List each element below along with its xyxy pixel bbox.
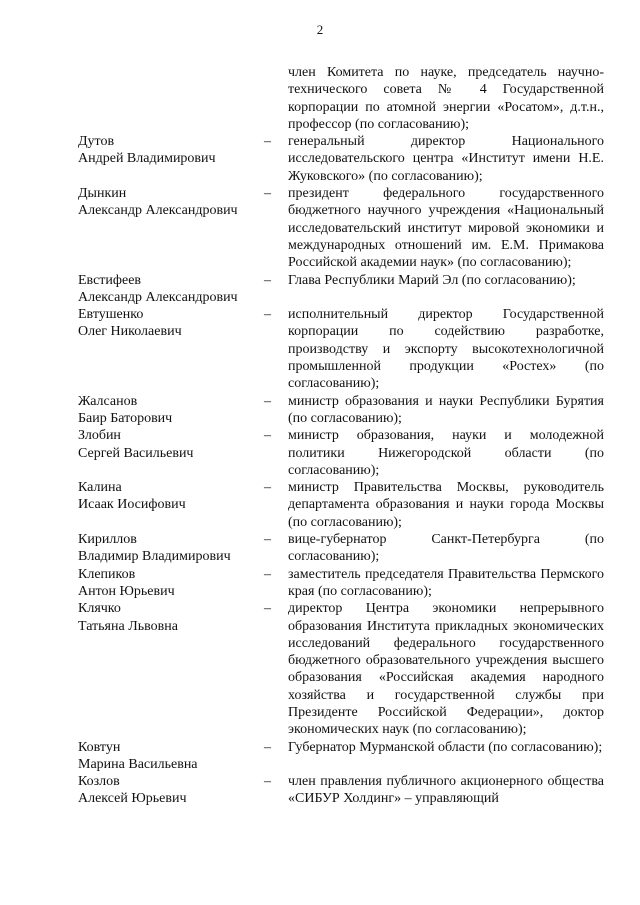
member-given-names: Сергей Васильевич — [78, 445, 194, 461]
member-name — [78, 393, 264, 428]
member-name — [78, 306, 264, 392]
member-entry — [78, 306, 604, 392]
dash-separator: – — [264, 601, 271, 617]
member-surname: Дынкин — [78, 186, 127, 202]
member-entry — [78, 566, 604, 601]
member-name — [78, 427, 264, 479]
member-name — [78, 272, 264, 307]
member-position: Губернатор Мурманской области (по согласованию); — [288, 739, 603, 755]
continued-position: член Комитета по науке, председатель научно-технического совета № 4 Государственной корпорации по атомной энергии «Росатом», д.т.н., профессор (по согласованию); — [288, 65, 604, 132]
member-given-names: Олег Николаевич — [78, 324, 182, 340]
member-position: президент федерального государственного бюджетного научного учреждения «Национальный исследовательский институт мировой экономики и международных отношений им. Е.М. Примакова Российской академии наук» (по согласованию); — [288, 186, 604, 271]
member-entry — [78, 739, 604, 774]
member-entry — [78, 479, 604, 531]
member-name — [78, 185, 264, 271]
member-name — [78, 739, 264, 774]
member-given-names: Баир Баторович — [78, 410, 173, 426]
member-given-names: Владимир Владимирович — [78, 549, 231, 565]
member-name — [78, 133, 264, 185]
member-entry — [78, 185, 604, 271]
member-surname: Калина — [78, 480, 122, 496]
member-position: министр образования и науки Республики Бурятия (по согласованию); — [288, 393, 604, 426]
member-surname: Клячко — [78, 601, 121, 617]
member-name — [78, 600, 264, 738]
member-entry — [78, 531, 604, 566]
dash-separator: – — [264, 134, 271, 150]
member-surname: Дутов — [78, 134, 115, 150]
dash-separator: – — [264, 428, 271, 444]
member-name — [78, 531, 264, 566]
dash-separator: – — [264, 774, 271, 790]
member-position: генеральный директор Национального исследовательского центра «Институт имени Н.Е. Жуковского» (по согласованию); — [288, 134, 604, 184]
member-surname: Ковтун — [78, 739, 121, 755]
member-given-names: Татьяна Львовна — [78, 618, 178, 634]
member-surname: Жалсанов — [78, 393, 138, 409]
member-surname: Евтушенко — [78, 307, 144, 323]
dash-separator: – — [264, 393, 271, 409]
member-surname: Клепиков — [78, 566, 136, 582]
page-number: 2 — [316, 22, 324, 37]
member-name — [78, 479, 264, 531]
member-position: директор Центра экономики непрерывного образования Института прикладных экономических исследований федерального государственного бюджетного образовательного учреждения высшего образования «Российская академия народного хозяйства и государственной службы при Президенте Российской Федерации», доктор экономических наук (по согласованию); — [288, 601, 604, 738]
member-position: министр Правительства Москвы, руководитель департамента образования и науки города Москвы (по согласованию); — [288, 480, 604, 530]
dash-separator: – — [264, 307, 271, 323]
member-entry — [78, 393, 604, 428]
member-given-names: Андрей Владимирович — [78, 151, 216, 167]
member-position: Глава Республики Марий Эл (по согласованию); — [288, 272, 576, 288]
members-list — [78, 64, 604, 808]
member-entry — [78, 773, 604, 808]
dash-separator: – — [264, 480, 271, 496]
member-position: заместитель председателя Правительства Пермского края (по согласованию); — [288, 566, 604, 599]
member-name — [78, 773, 264, 808]
member-position: исполнительный директор Государственной корпорации по содействию разработке, производству и экспорту высокотехнологичной промышленной продукции «Ростех» (по согласованию); — [288, 307, 604, 392]
dash-separator: – — [264, 186, 271, 202]
dash-separator: – — [264, 566, 271, 582]
member-given-names: Марина Васильевна — [78, 756, 198, 772]
dash-separator: – — [264, 739, 271, 755]
member-entry — [78, 600, 604, 738]
continuation-entry — [78, 64, 604, 133]
member-surname: Кириллов — [78, 532, 137, 548]
member-position: вице-губернатор Санкт-Петербурга (по согласованию); — [288, 532, 604, 565]
member-given-names: Александр Александрович — [78, 289, 238, 305]
dash-separator: – — [264, 532, 271, 548]
member-position: министр образования, науки и молодежной политики Нижегородской области (по согласованию); — [288, 428, 604, 478]
member-surname: Козлов — [78, 774, 120, 790]
member-entry — [78, 133, 604, 185]
member-name — [78, 566, 264, 601]
member-given-names: Антон Юрьевич — [78, 583, 175, 599]
member-entry — [78, 272, 604, 307]
member-given-names: Алексей Юрьевич — [78, 791, 187, 807]
member-given-names: Исаак Иосифович — [78, 497, 186, 513]
member-position: член правления публичного акционерного общества «СИБУР Холдинг» – управляющий — [288, 774, 604, 807]
member-surname: Злобин — [78, 428, 121, 444]
member-given-names: Александр Александрович — [78, 203, 238, 219]
member-entry — [78, 427, 604, 479]
dash-separator: – — [264, 272, 271, 288]
member-surname: Евстифеев — [78, 272, 142, 288]
